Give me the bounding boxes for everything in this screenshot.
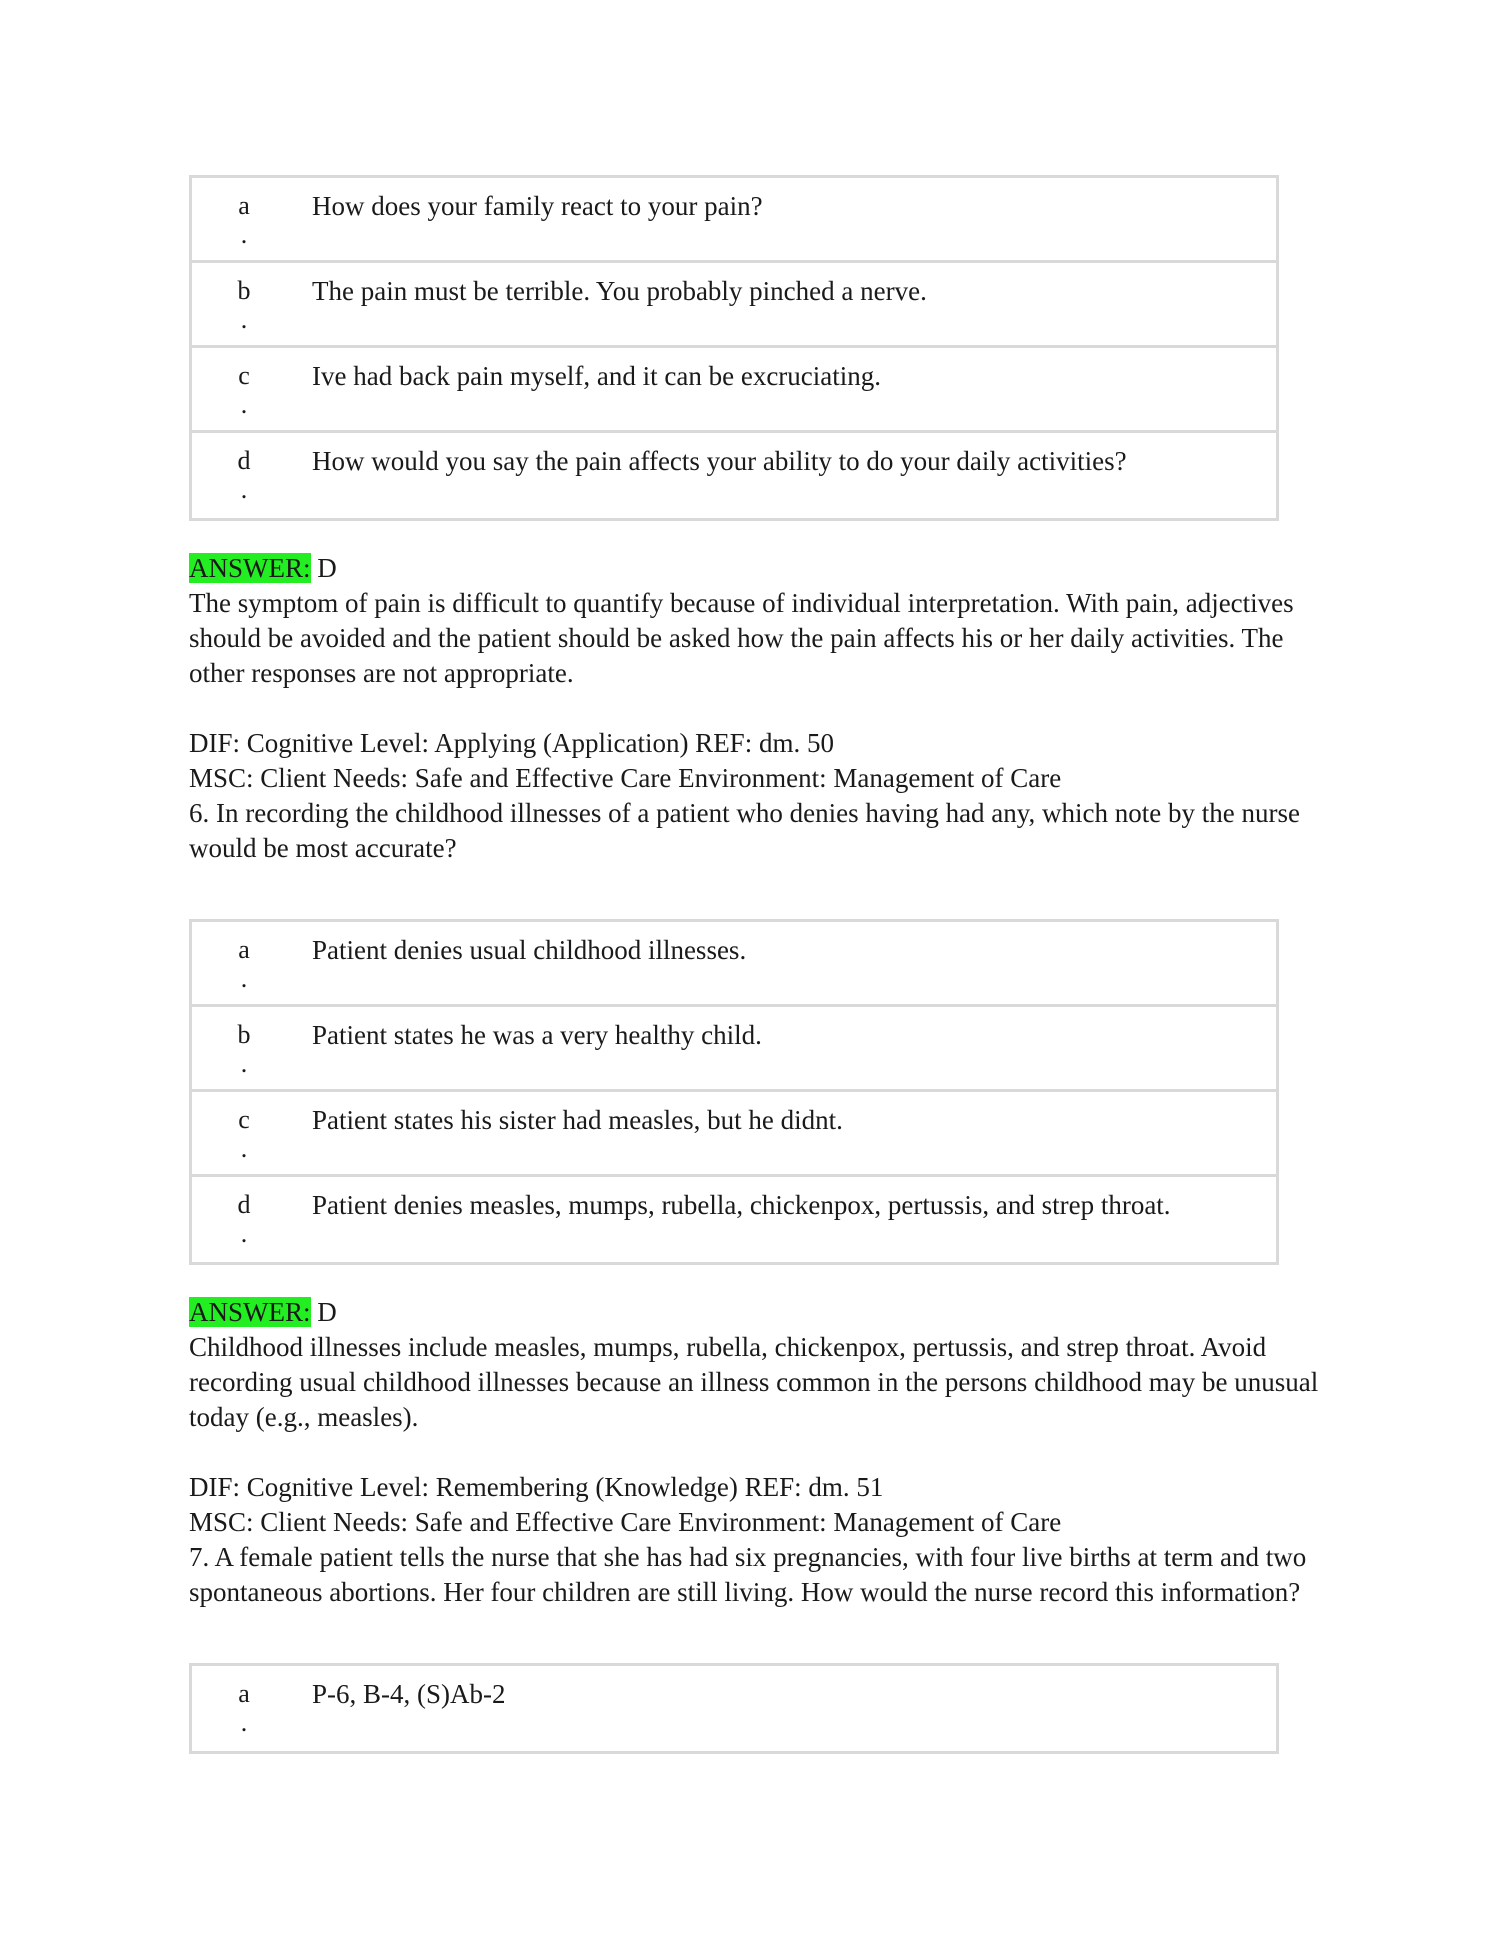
answer-label-highlight: ANSWER: bbox=[189, 1297, 311, 1327]
q6-answer-line bbox=[189, 1295, 1319, 1330]
option-letter: c bbox=[238, 361, 250, 390]
option-text: Patient states he was a very healthy child. bbox=[312, 1020, 762, 1050]
option-dot: . bbox=[240, 1049, 248, 1078]
option-dot: . bbox=[240, 475, 248, 504]
answer-value: D bbox=[310, 1297, 337, 1327]
option-letter: b bbox=[237, 1020, 251, 1049]
option-letter: d bbox=[237, 1190, 251, 1219]
q5-answer-line bbox=[189, 551, 1319, 586]
option-dot: . bbox=[240, 1219, 248, 1248]
document-page bbox=[189, 175, 1319, 1754]
option-letter: c bbox=[238, 1105, 250, 1134]
option-text: How does your family react to your pain? bbox=[312, 191, 763, 221]
option-dot: . bbox=[240, 1134, 248, 1163]
option-letter: b bbox=[237, 276, 251, 305]
option-letter: a bbox=[238, 935, 250, 964]
option-text: P-6, B-4, (S)Ab-2 bbox=[312, 1679, 506, 1709]
option-text: The pain must be terrible. You probably pinched a nerve. bbox=[312, 276, 927, 306]
answer-label-highlight: ANSWER: bbox=[189, 553, 311, 583]
option-letter: a bbox=[238, 1679, 250, 1708]
q6-rationale: Childhood illnesses include measles, mumps, rubella, chickenpox, pertussis, and strep throat. Avoid recording usual childhood illnesses because an illness common in the persons childhood may be unusual today (e.g., measles). bbox=[189, 1332, 1319, 1432]
option-letter: a bbox=[238, 191, 250, 220]
q5-rationale: The symptom of pain is difficult to quantify because of individual interpretation. With pain, adjectives should be avoided and the patient should be asked how the pain affects his or her daily activities. The other responses are not appropriate. bbox=[189, 588, 1294, 688]
q6-stem: 6. In recording the childhood illnesses of a patient who denies having had any, which note by the nurse would be most accurate? bbox=[189, 798, 1300, 863]
option-row bbox=[192, 178, 1276, 263]
q6-msc: MSC: Client Needs: Safe and Effective Care Environment: Management of Care bbox=[189, 1507, 1062, 1537]
option-row bbox=[192, 1177, 1276, 1262]
q5-options-table bbox=[189, 175, 1279, 521]
option-row bbox=[192, 433, 1276, 518]
option-text: Ive had back pain myself, and it can be excruciating. bbox=[312, 361, 882, 391]
option-dot: . bbox=[240, 1708, 248, 1737]
option-text: Patient denies usual childhood illnesses. bbox=[312, 935, 747, 965]
option-row bbox=[192, 1007, 1276, 1092]
q6-dif: DIF: Cognitive Level: Remembering (Knowledge) REF: dm. 51 bbox=[189, 1472, 884, 1502]
option-row bbox=[192, 1092, 1276, 1177]
q7-options-table bbox=[189, 1663, 1279, 1754]
option-dot: . bbox=[240, 220, 248, 249]
option-text: Patient denies measles, mumps, rubella, chickenpox, pertussis, and strep throat. bbox=[312, 1190, 1171, 1220]
option-letter: d bbox=[237, 446, 251, 475]
q5-msc: MSC: Client Needs: Safe and Effective Care Environment: Management of Care bbox=[189, 763, 1062, 793]
option-text: How would you say the pain affects your ability to do your daily activities? bbox=[312, 446, 1127, 476]
option-row bbox=[192, 348, 1276, 433]
option-dot: . bbox=[240, 305, 248, 334]
option-row bbox=[192, 922, 1276, 1007]
option-dot: . bbox=[240, 390, 248, 419]
q6-options-table bbox=[189, 919, 1279, 1265]
option-dot: . bbox=[240, 964, 248, 993]
option-row bbox=[192, 1666, 1276, 1751]
q5-dif: DIF: Cognitive Level: Applying (Application) REF: dm. 50 bbox=[189, 728, 834, 758]
option-row bbox=[192, 263, 1276, 348]
q7-stem: 7. A female patient tells the nurse that she has had six pregnancies, with four live births at term and two spontaneous abortions. Her four children are still living. How would the nurse record this information? bbox=[189, 1542, 1307, 1607]
answer-value: D bbox=[310, 553, 337, 583]
option-text: Patient states his sister had measles, but he didnt. bbox=[312, 1105, 843, 1135]
